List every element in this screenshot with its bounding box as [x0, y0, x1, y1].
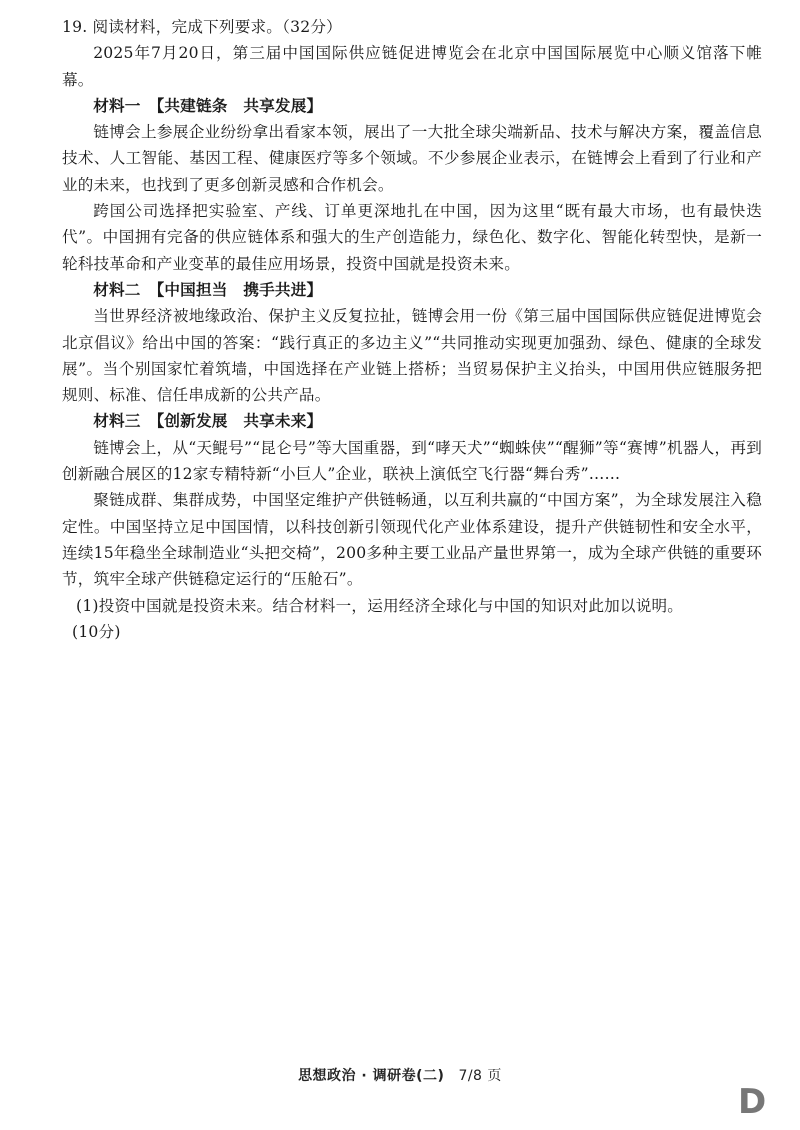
footer-page-number: 7/8 页 [458, 1068, 502, 1084]
material-3-paragraph-1: 链博会上，从“天鲲号”“昆仑号”等大国重器，到“哮天犬”“蜘蛛侠”“醒狮”等“赛博”机器人，再到创新融合展区的12家专精特新“小巨人”企业，联袂上演低空飞行器“舞台秀”…… [62, 438, 762, 484]
material-2-paragraph-1: 当世界经济被地缘政治、保护主义反复拉扯，链博会用一份《第三届中国国际供应链促进博览会北京倡议》给出中国的答案：“践行真正的多边主义”“共同推动实现更加强劲、绿色、健康的全球发展”。当个别国家忙着筑墙，中国选择在产业链上搭桥；当贸易保护主义抬头，中国用供应链服务把规则、标准、信任串成新的公共产品。 [62, 307, 762, 405]
material-1-paragraph-2: 跨国公司选择把实验室、产线、订单更深地扎在中国，因为这里“既有最大市场，也有最快迭代”。中国拥有完备的供应链体系和强大的生产创造能力，绿色化、数字化、智能化转型快，是新一轮科技革命和产业变革的最佳应用场景，投资中国就是投资未来。 [62, 202, 762, 273]
question-heading: 19. 阅读材料，完成下列要求。（32分） [62, 18, 342, 36]
footer-subject: 思想政治 · 调研卷(二) [298, 1068, 445, 1084]
corner-mark: D [738, 1082, 767, 1122]
page-footer [0, 1065, 800, 1085]
material-3-title: 材料三 【创新发展 共享未来】 [93, 411, 323, 431]
material-2-title: 材料二 【中国担当 携手共进】 [93, 279, 323, 299]
exam-page [62, 14, 762, 645]
material-1-title: 材料一 【共建链条 共享发展】 [93, 95, 323, 115]
sub-question-1-score: (10分) [72, 622, 121, 641]
material-3-paragraph-2: 聚链成群、集群成势，中国坚定维护产供链畅通，以互利共赢的“中国方案”，为全球发展注入稳定性。中国坚持立足中国国情，以科技创新引领现代化产业体系建设，提升产供链韧性和安全水平，连续15年稳坐全球制造业“头把交椅”，200多种主要工业品产量世界第一，成为全球产供链的重要环节，筑牢全球产供链稳定运行的“压舱石”。 [62, 491, 762, 589]
material-1-paragraph-1: 链博会上参展企业纷纷拿出看家本领，展出了一大批全球尖端新品、技术与解决方案，覆盖信息技术、人工智能、基因工程、健康医疗等多个领域。不少参展企业表示，在链博会上看到了行业和产业的未来，也找到了更多创新灵感和合作机会。 [62, 123, 762, 194]
question-intro: 2025年7月20日，第三届中国国际供应链促进博览会在北京中国国际展览中心顺义馆落下帷幕。 [62, 44, 762, 89]
sub-question-1-text: (1)投资中国就是投资未来。结合材料一，运用经济全球化与中国的知识对此加以说明。 [76, 596, 684, 615]
sub-question-1 [62, 593, 762, 646]
